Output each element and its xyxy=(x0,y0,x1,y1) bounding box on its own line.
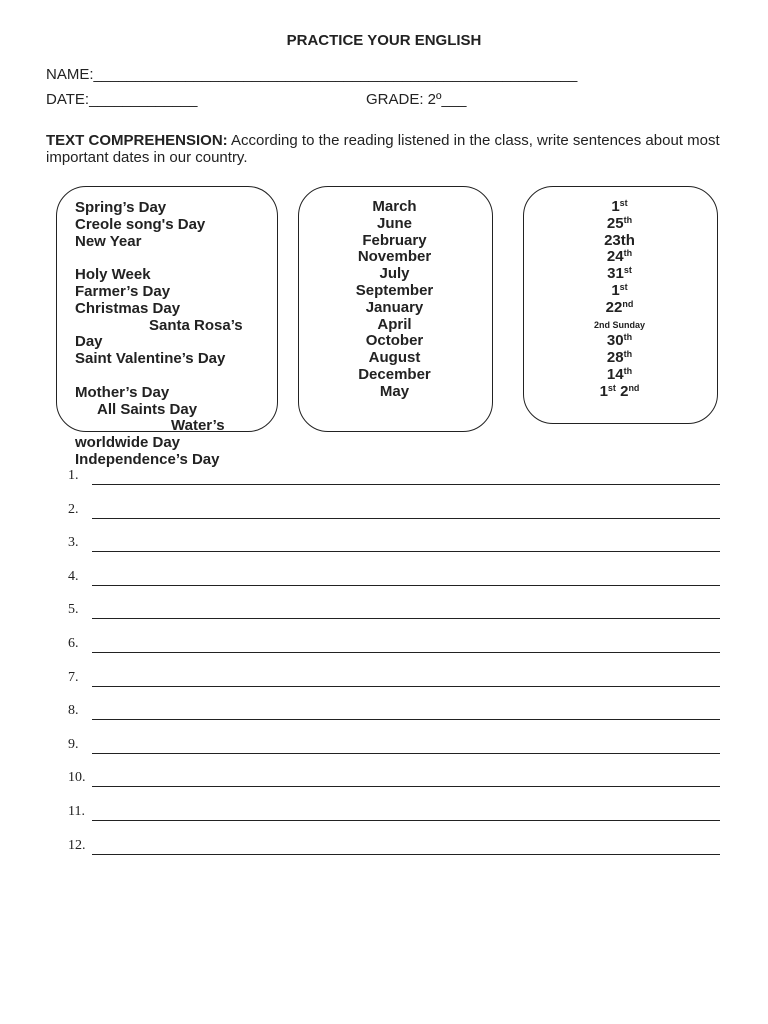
month-item: March xyxy=(372,198,417,215)
answer-blank[interactable] xyxy=(92,585,720,586)
celebration-item: Holy Week xyxy=(75,266,151,284)
day-suffix: nd xyxy=(628,382,640,393)
day-item xyxy=(523,216,716,233)
day-item xyxy=(523,249,716,266)
days-list xyxy=(523,199,716,401)
answer-line[interactable] xyxy=(68,468,720,486)
answer-line-number: 8. xyxy=(68,703,79,719)
celebration-item: Creole song's Day xyxy=(75,215,206,233)
name-field[interactable] xyxy=(46,66,577,83)
answer-line[interactable] xyxy=(68,535,720,553)
answer-blank[interactable] xyxy=(92,618,720,619)
day-item xyxy=(523,199,716,216)
celebration-item: All Saints Day xyxy=(97,400,198,418)
celebration-item: Farmer’s Day xyxy=(75,282,171,300)
instruction-text xyxy=(46,132,736,166)
months-list xyxy=(298,199,491,401)
day-suffix: st xyxy=(607,382,616,393)
celebration-item: Day xyxy=(75,333,103,351)
day-number: 14 xyxy=(606,365,624,383)
day-number: 1 xyxy=(599,382,608,400)
day-item xyxy=(523,233,716,250)
month-item: February xyxy=(362,231,427,249)
name-label: NAME: xyxy=(46,66,94,83)
answer-blank[interactable] xyxy=(92,518,720,519)
answer-line[interactable] xyxy=(68,502,720,520)
answer-line-number: 5. xyxy=(68,602,79,618)
day-item xyxy=(523,333,716,350)
answer-line[interactable] xyxy=(68,838,720,856)
day-number: 2 xyxy=(620,382,629,400)
month-item: July xyxy=(379,265,410,283)
day-number: 23th xyxy=(604,231,635,249)
answer-blank[interactable] xyxy=(92,484,720,485)
answer-line-number: 7. xyxy=(68,669,79,685)
day-number: 24 xyxy=(606,248,624,266)
celebration-item: Mother’s Day xyxy=(75,383,170,401)
answer-line-number: 12. xyxy=(68,837,86,853)
day-suffix: th xyxy=(623,332,633,343)
answer-line-number: 1. xyxy=(68,468,79,483)
date-blank: _____________ xyxy=(89,91,198,108)
month-item: September xyxy=(355,281,434,299)
date-field[interactable] xyxy=(46,91,198,108)
celebrations-list xyxy=(75,200,243,469)
month-item: January xyxy=(365,298,424,316)
answer-blank[interactable] xyxy=(92,686,720,687)
day-item xyxy=(523,384,716,401)
celebration-item: Independence’s Day xyxy=(75,450,220,468)
day-number: 1 xyxy=(611,198,620,215)
answer-blank[interactable] xyxy=(92,854,720,855)
celebration-item xyxy=(75,368,243,385)
celebration-item: Water’s xyxy=(171,417,225,435)
answer-line[interactable] xyxy=(68,737,720,755)
celebration-item: Spring’s Day xyxy=(75,199,167,216)
day-number: 28 xyxy=(606,349,624,367)
answer-blank[interactable] xyxy=(92,551,720,552)
answer-line-number: 11. xyxy=(68,804,85,819)
celebration-item: Santa Rosa’s xyxy=(149,316,243,334)
celebration-item xyxy=(75,250,243,267)
answer-blank[interactable] xyxy=(92,652,720,653)
name-blank: __________________________________________________________ xyxy=(93,66,578,83)
answer-line[interactable] xyxy=(68,703,720,721)
day-item xyxy=(523,350,716,367)
answer-blank[interactable] xyxy=(92,753,720,754)
day-suffix: th xyxy=(623,214,633,225)
instruction-heading: TEXT COMPREHENSION: xyxy=(46,132,228,149)
worksheet-title: PRACTICE YOUR ENGLISH xyxy=(286,32,482,49)
day-number: 1 xyxy=(611,281,620,299)
day-item xyxy=(523,283,716,300)
month-item: December xyxy=(358,365,431,383)
answer-line-number: 6. xyxy=(68,636,79,651)
answer-blank[interactable] xyxy=(92,786,720,787)
month-item: October xyxy=(365,332,424,350)
answer-line-number: 9. xyxy=(68,736,79,752)
day-item xyxy=(523,266,716,283)
day-item xyxy=(523,367,716,384)
day-suffix: th xyxy=(623,365,633,376)
answer-line-number: 10. xyxy=(68,770,86,786)
day-suffix: st xyxy=(623,265,632,276)
answer-line[interactable] xyxy=(68,770,720,788)
celebration-item: Saint Valentine’s Day xyxy=(75,350,226,368)
answer-line[interactable] xyxy=(68,636,720,654)
answer-line-number: 3. xyxy=(68,535,79,551)
grade-field[interactable]: GRADE: 2º___ xyxy=(366,91,467,108)
answer-line[interactable] xyxy=(68,804,720,822)
day-suffix: th xyxy=(623,248,633,259)
day-number: 22 xyxy=(605,298,623,316)
month-item: May xyxy=(379,382,410,400)
answer-line[interactable] xyxy=(68,569,720,587)
answer-blank[interactable] xyxy=(92,719,720,720)
answer-line[interactable] xyxy=(68,602,720,620)
day-item xyxy=(523,300,716,317)
celebration-item: New Year xyxy=(75,232,142,250)
month-item: June xyxy=(376,214,412,232)
day-number: 31 xyxy=(607,265,624,283)
celebration-item: Christmas Day xyxy=(75,299,181,317)
answer-line-number: 4. xyxy=(68,568,79,584)
day-suffix: th xyxy=(623,349,633,360)
answer-line[interactable] xyxy=(68,670,720,688)
day-item: 2nd Sunday xyxy=(593,319,645,330)
day-suffix: st xyxy=(619,281,628,292)
day-suffix: nd xyxy=(622,298,634,309)
day-number: 30 xyxy=(606,332,624,350)
day-number: 25 xyxy=(606,214,624,232)
celebration-item: worldwide Day xyxy=(75,434,181,452)
month-item: November xyxy=(357,248,432,266)
instruction-body: According to the reading listened in the class, write sentences about most important dates in our country. xyxy=(46,132,720,166)
answer-line-number: 2. xyxy=(68,501,79,517)
answer-blank[interactable] xyxy=(92,820,720,821)
month-item: August xyxy=(368,349,421,367)
date-label: DATE: xyxy=(46,91,90,108)
month-item: April xyxy=(377,315,412,333)
day-suffix: st xyxy=(619,198,628,208)
